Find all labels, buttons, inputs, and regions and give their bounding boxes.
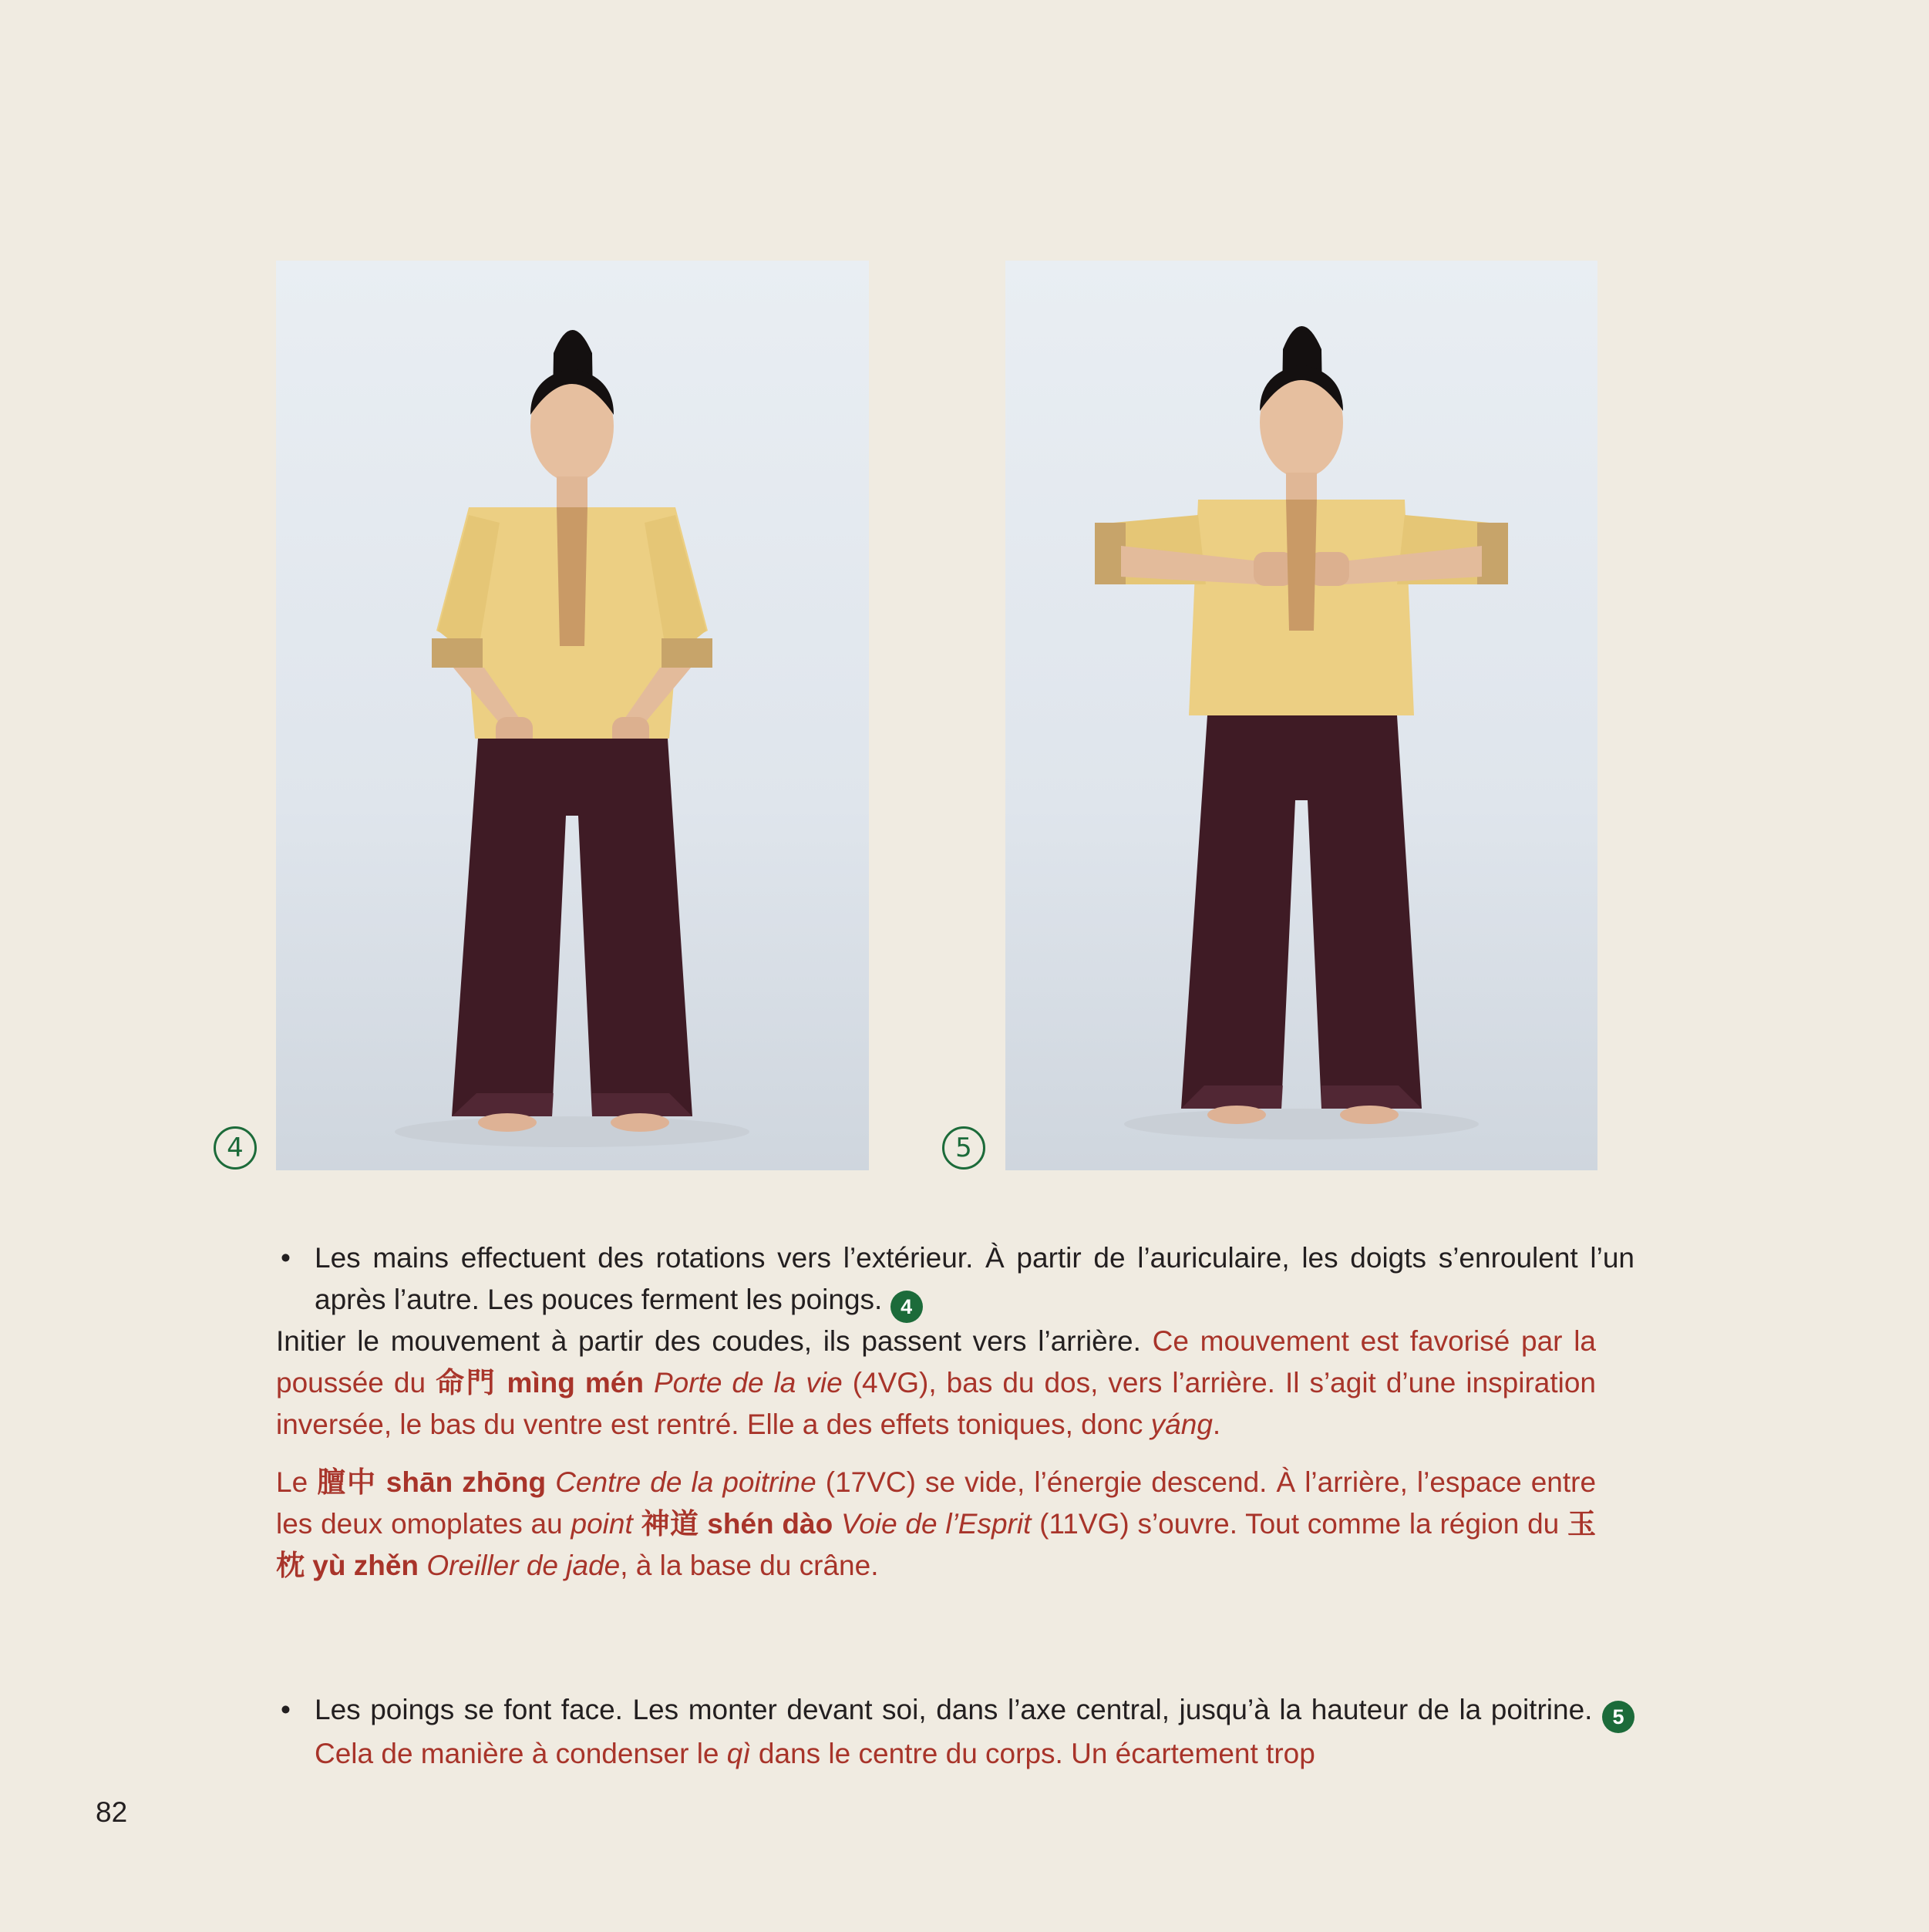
page-number: 82	[96, 1796, 128, 1828]
para1-plain: Initier le mouvement à partir des coudes, ils passent vers l’arrière.	[276, 1325, 1141, 1357]
para2-point: point	[571, 1508, 633, 1540]
step-4-marker: 4	[214, 1126, 257, 1170]
bullet-step-5	[276, 1689, 1634, 1775]
para1-end: .	[1212, 1409, 1221, 1440]
figure-fists-at-chest	[1005, 261, 1597, 1170]
term-yang: yáng	[1150, 1409, 1213, 1440]
figure-fists-at-hips	[276, 261, 869, 1170]
para1-red-mid: (4VG), bas du dos, vers l’arrière. Il s’agit d’une inspiration inversée, le bas du ventre est rentré. Elle a des effets toniques, donc	[276, 1367, 1597, 1440]
bullet2-red-start: Cela de manière à condenser le	[315, 1738, 719, 1769]
paragraph-1	[276, 1321, 1596, 1446]
term-yu-zhen: 玉枕 yù zhěn	[276, 1508, 1597, 1581]
para2-end: , à la base du crâne.	[620, 1550, 879, 1581]
term-shan-zhong-translation: Centre de la poitrine	[555, 1466, 816, 1498]
photo-step-4	[276, 261, 869, 1170]
bullet-step-4	[276, 1237, 1634, 1323]
term-ming-men-translation: Porte de la vie	[653, 1367, 843, 1399]
term-yu-zhen-translation: Oreiller de jade	[426, 1550, 621, 1581]
step-4-badge: 4	[890, 1291, 923, 1323]
term-shen-dao-translation: Voie de l’Esprit	[840, 1508, 1032, 1540]
term-shan-zhong: 膻中 shān zhōng	[317, 1466, 547, 1498]
para2-le: Le	[276, 1466, 308, 1498]
bullet2-red-end: dans le centre du corps. Un écartement trop	[758, 1738, 1315, 1769]
step-5-badge: 5	[1602, 1701, 1634, 1733]
term-ming-men: 命門 mìng mén	[436, 1367, 644, 1399]
step-5-marker: 5	[942, 1126, 985, 1170]
bullet-1-text: Les mains effectuent des rotations vers l’extérieur. À partir de l’auriculaire, les doigts s’enroulent l’un après l’autre. Les pouces ferment les poings.	[315, 1242, 1634, 1315]
para2-mid1: (17VC) se vide, l’énergie descend. À l’arrière, l’espace entre les deux omoplates au	[276, 1466, 1597, 1540]
para1-red-start: Ce mouvement est favorisé par la poussée du	[276, 1325, 1597, 1399]
term-qi: qì	[726, 1738, 751, 1769]
bullet-2-text: Les poings se font face. Les monter devant soi, dans l’axe central, jusqu’à la hauteur de la poitrine.	[315, 1694, 1593, 1725]
photo-step-5	[1005, 261, 1597, 1170]
paragraph-2	[276, 1462, 1596, 1587]
term-shen-dao: 神道 shén dào	[641, 1508, 833, 1540]
para2-mid2: (11VG) s’ouvre. Tout comme la région du	[1039, 1508, 1560, 1540]
